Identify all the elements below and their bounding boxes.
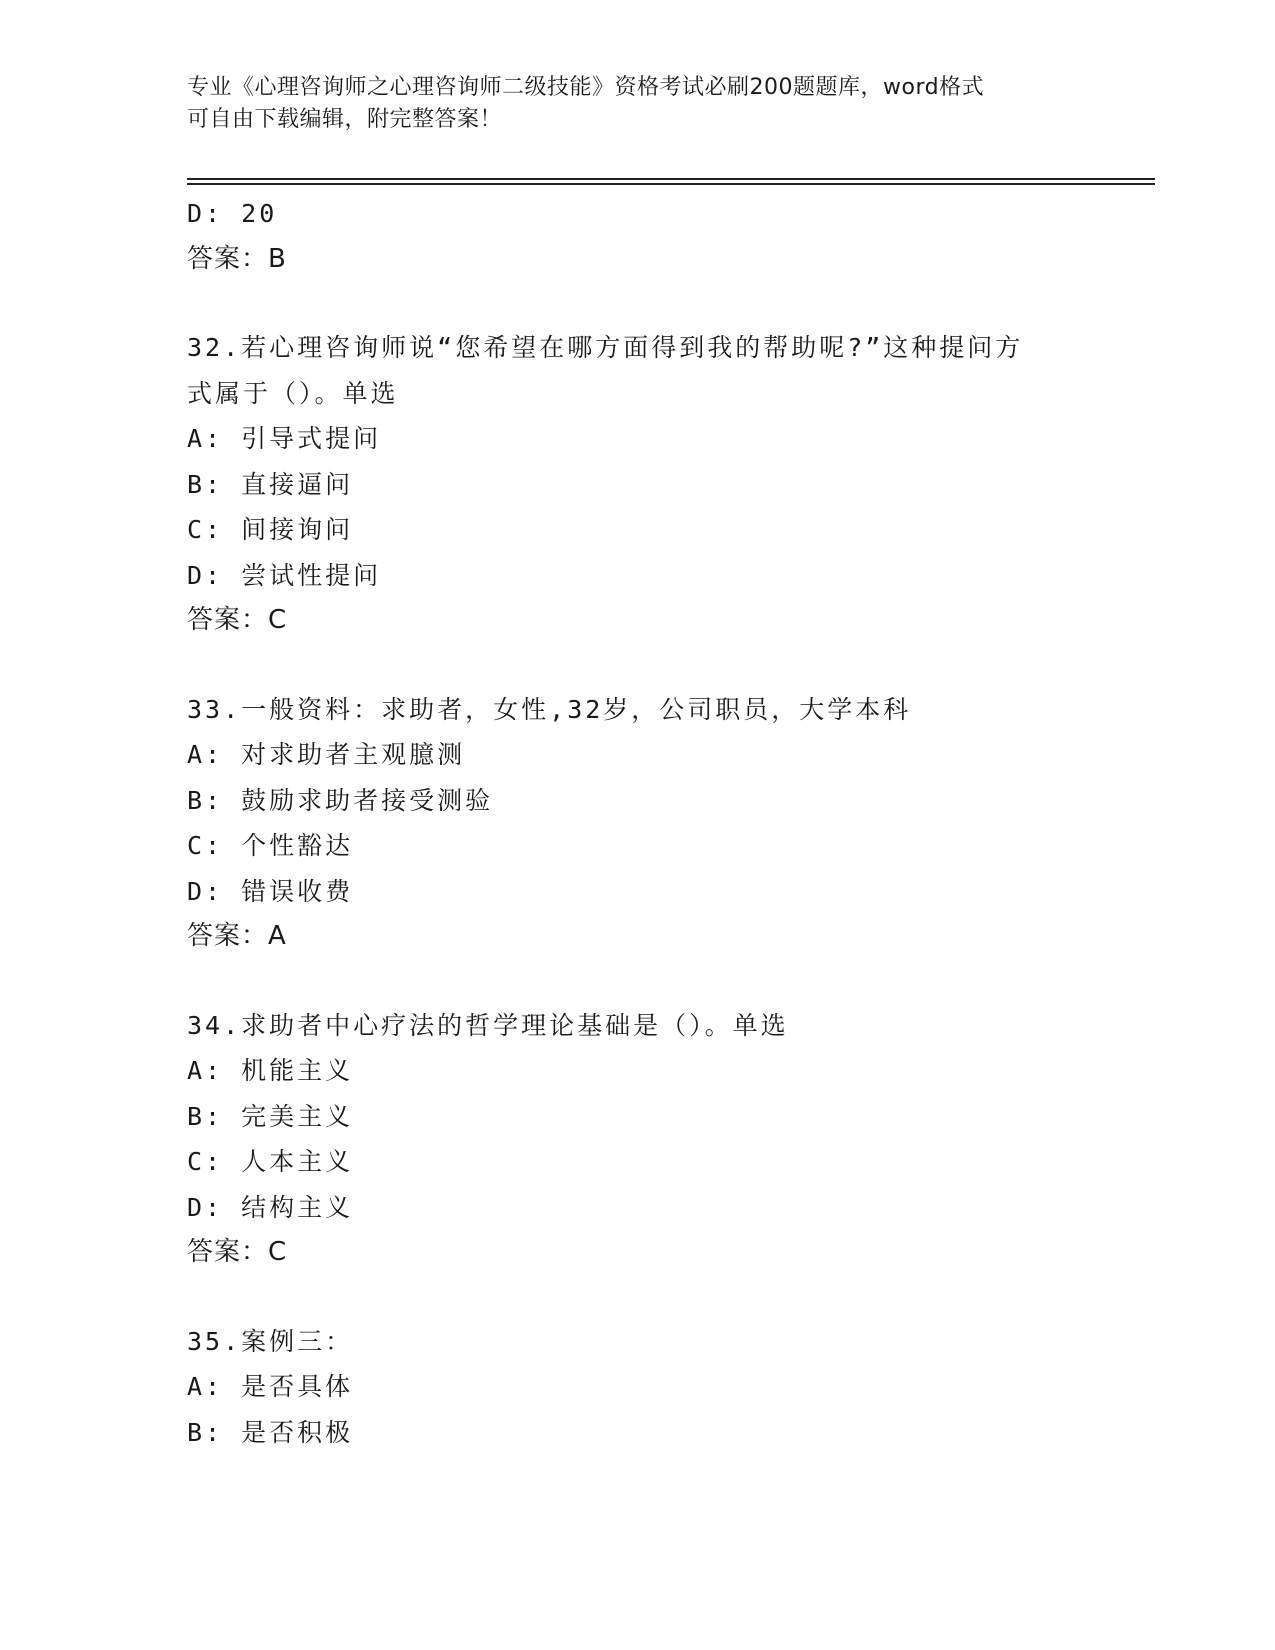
option-c: C: 个性豁达 [187,831,354,860]
question-text-line-2: 式属于（）。单选 [187,378,399,408]
option-b: B: 完美主义 [187,1101,354,1131]
question-text-line-1: 33.一般资料：求助者，女性,32岁，公司职员，大学本科 [187,694,912,724]
question-text-line-1: 34.求助者中心疗法的哲学理论基础是（）。单选 [187,1010,789,1040]
spacer [187,282,1087,325]
question-block-34 [187,1003,1087,1276]
option-a: A: 引导式提问 [187,424,382,453]
spacer [187,960,1087,1003]
answer-line: 答案：C [187,1237,288,1267]
answer-line: 答案：B [187,243,287,274]
header-title-line-1: 专业《心理咨询师之心理咨询师二级技能》资格考试必刷200题题库，word格式 [187,75,985,100]
spacer [187,644,1087,687]
option-a: A: 是否具体 [187,1372,354,1401]
answer-line: 答案：A [187,921,287,951]
question-block-35 [187,1319,1087,1456]
option-c: C: 人本主义 [187,1147,354,1176]
header-divider-top [187,178,1155,180]
header-divider-bottom [187,183,1155,185]
question-block-32 [187,325,1087,644]
header-title-line-2: 可自由下载编辑，附完整答案！ [187,107,503,132]
question-block-prev [187,191,1087,282]
question-text-line-1: 35.案例三： [187,1326,354,1356]
option-b: B: 是否积极 [187,1417,354,1447]
spacer [187,1276,1087,1319]
document-header [187,72,1087,136]
option-b: B: 鼓励求助者接受测验 [187,785,494,815]
option-a: A: 对求助者主观臆测 [187,740,466,769]
option-b: B: 直接逼问 [187,469,354,499]
question-list [187,191,1087,1455]
option-c: C: 间接询问 [187,515,354,544]
question-text-line-1: 32.若心理咨询师说“您希望在哪方面得到我的帮助呢?”这种提问方 [187,333,1024,362]
option-d: D: 错误收费 [187,876,354,906]
option-a: A: 机能主义 [187,1056,354,1085]
option-d: D: 尝试性提问 [187,560,382,590]
question-block-33 [187,687,1087,960]
option-d: D: 20 [187,199,278,228]
option-d: D: 结构主义 [187,1192,354,1222]
answer-line: 答案：C [187,605,288,635]
